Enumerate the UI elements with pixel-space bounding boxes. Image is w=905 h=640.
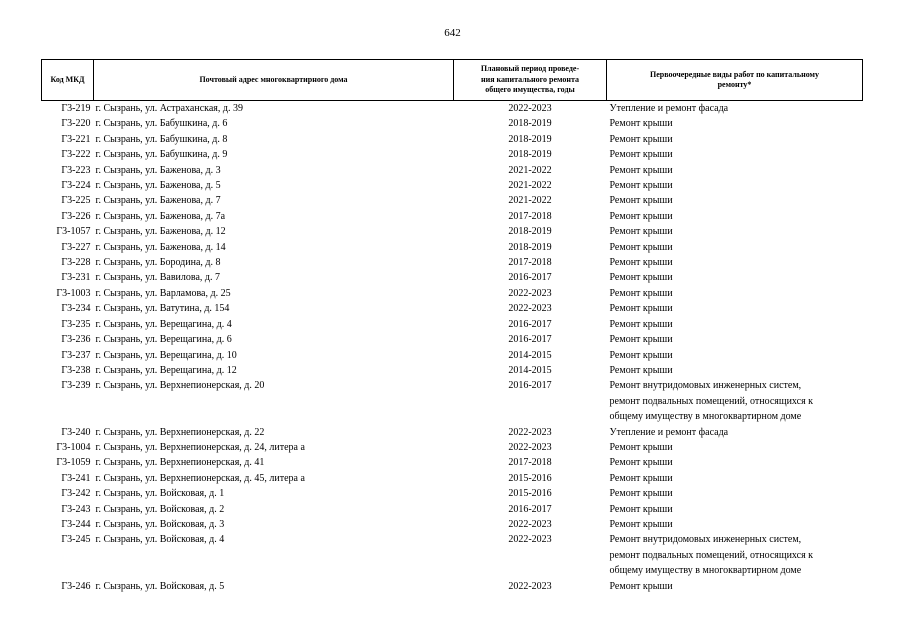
address-cell: г. Сызрань, ул. Верхнепионерская, д. 22: [95, 426, 265, 438]
table-row: [42, 532, 863, 578]
header-works-line: Первоочередные виды работ по капитальному: [649, 69, 819, 79]
works-cell: [607, 486, 863, 501]
address-cell: г. Сызрань, ул. Верещагина, д. 4: [95, 318, 232, 330]
housing-repair-table: [41, 59, 863, 594]
works-cell: [607, 193, 863, 208]
works-line: Утепление и ремонт фасада: [609, 103, 729, 114]
table-row: [42, 517, 863, 532]
works-cell: [607, 224, 863, 239]
table-row: [42, 270, 863, 285]
house-code-cell: Г3-1057: [56, 226, 91, 238]
works-line: Ремонт крыши: [609, 149, 673, 161]
works-cell: [607, 209, 863, 224]
header-code: Код МКД: [42, 60, 94, 101]
period-cell: 2018-2019: [508, 241, 552, 253]
house-code-cell: Г3-240: [61, 426, 91, 438]
works-line: ремонт подвальных помещений, относящихся к: [609, 549, 814, 561]
house-code-cell: Г3-246: [61, 580, 91, 592]
house-code-cell: Г3-244: [61, 518, 91, 530]
header-period-line: ния капитального ремонта: [481, 74, 579, 84]
works-cell: [607, 440, 863, 455]
house-code-cell: Г3-219: [61, 103, 91, 114]
period-cell: 2022-2023: [508, 426, 552, 438]
table-row: [42, 317, 863, 332]
period-cell: 2018-2019: [508, 149, 552, 161]
address-cell: г. Сызрань, ул. Варламова, д. 25: [95, 287, 231, 299]
address-cell: г. Сызрань, ул. Верещагина, д. 6: [95, 334, 232, 346]
period-cell: 2022-2023: [508, 518, 552, 530]
address-cell: г. Сызрань, ул. Баженова, д. 14: [95, 241, 226, 253]
address-cell: г. Сызрань, ул. Бабушкина, д. 8: [95, 133, 228, 145]
works-line: Ремонт крыши: [609, 580, 673, 592]
period-cell: 2015-2016: [508, 488, 552, 500]
header-works: [607, 60, 863, 101]
house-code-cell: Г3-238: [61, 364, 91, 376]
house-code-cell: Г3-223: [61, 164, 91, 176]
works-cell: [607, 455, 863, 470]
house-code-cell: Г3-1004: [56, 441, 91, 453]
works-line: Ремонт крыши: [609, 364, 673, 376]
address-cell: г. Сызрань, ул. Войсковая, д. 5: [95, 580, 225, 592]
period-cell: 2021-2022: [508, 195, 552, 207]
house-code-cell: Г3-221: [61, 133, 91, 145]
table-row: [42, 224, 863, 239]
house-code-cell: Г3-225: [61, 195, 91, 207]
house-code-cell: Г3-234: [61, 303, 91, 315]
table-row: [42, 440, 863, 455]
works-line: Ремонт крыши: [609, 318, 673, 330]
works-cell: [607, 116, 863, 131]
table-row: [42, 363, 863, 378]
works-cell: [607, 579, 863, 594]
period-cell: 2022-2023: [508, 580, 552, 592]
address-cell: г. Сызрань, ул. Верещагина, д. 12: [95, 364, 237, 376]
works-line: Ремонт крыши: [609, 457, 673, 469]
works-line: Ремонт крыши: [609, 180, 673, 192]
table-row: [42, 348, 863, 363]
table-body: [42, 101, 863, 595]
period-cell: 2016-2017: [508, 503, 552, 515]
period-cell: 2016-2017: [508, 272, 552, 284]
period-cell: 2014-2015: [508, 364, 552, 376]
table-row: [42, 116, 863, 131]
works-cell: [607, 517, 863, 532]
works-cell: [607, 101, 863, 117]
works-line: Ремонт крыши: [609, 488, 673, 500]
works-cell: [607, 240, 863, 255]
works-line: общему имуществу в многоквартирном доме: [609, 411, 802, 423]
table-row: [42, 286, 863, 301]
address-cell: г. Сызрань, ул. Войсковая, д. 1: [95, 488, 225, 500]
works-line: Ремонт крыши: [609, 257, 673, 269]
period-cell: 2018-2019: [508, 133, 552, 145]
address-cell: г. Сызрань, ул. Войсковая, д. 4: [95, 534, 225, 546]
works-line: Ремонт крыши: [609, 503, 673, 515]
works-cell: [607, 471, 863, 486]
house-code-cell: Г3-226: [61, 210, 91, 222]
house-code-cell: Г3-245: [61, 534, 91, 546]
address-cell: г. Сызрань, ул. Верхнепионерская, д. 20: [95, 380, 265, 392]
address-cell: г. Сызрань, ул. Баженова, д. 5: [95, 180, 221, 192]
period-cell: 2018-2019: [508, 226, 552, 238]
period-cell: 2016-2017: [508, 318, 552, 330]
period-cell: 2015-2016: [508, 472, 552, 484]
table-header: [42, 60, 863, 101]
address-cell: г. Сызрань, ул. Войсковая, д. 2: [95, 503, 225, 515]
house-code-cell: Г3-1059: [56, 457, 91, 469]
period-cell: 2021-2022: [508, 164, 552, 176]
works-line: Ремонт крыши: [609, 226, 673, 238]
house-code-cell: Г3-242: [61, 488, 91, 500]
table-row: [42, 301, 863, 316]
works-cell: [607, 286, 863, 301]
period-cell: 2022-2023: [508, 287, 552, 299]
table-row: [42, 132, 863, 147]
works-cell: [607, 270, 863, 285]
house-code-cell: Г3-237: [61, 349, 91, 361]
works-line: ремонт подвальных помещений, относящихся к: [609, 395, 814, 407]
address-cell: г. Сызрань, ул. Баженова, д. 7: [95, 195, 221, 207]
period-cell: 2016-2017: [508, 380, 552, 392]
works-line: Утепление и ремонт фасада: [609, 426, 729, 438]
header-period-line: Плановый период проведе-: [480, 64, 580, 74]
period-cell: 2016-2017: [508, 334, 552, 346]
works-line: Ремонт крыши: [609, 518, 673, 530]
house-code-cell: Г3-224: [61, 180, 91, 192]
works-line: Ремонт крыши: [609, 118, 673, 130]
address-cell: г. Сызрань, ул. Бородина, д. 8: [95, 257, 221, 269]
house-code-cell: Г3-1003: [56, 287, 91, 299]
period-cell: 2022-2023: [508, 103, 552, 114]
works-line: Ремонт крыши: [609, 164, 673, 176]
period-cell: 2017-2018: [508, 257, 552, 269]
period-cell: 2017-2018: [508, 210, 552, 222]
works-line: Ремонт крыши: [609, 241, 673, 253]
works-line: Ремонт крыши: [609, 287, 673, 299]
period-cell: 2021-2022: [508, 180, 552, 192]
table-row: [42, 502, 863, 517]
table-row: [42, 378, 863, 424]
table-row: [42, 147, 863, 162]
address-cell: г. Сызрань, ул. Бабушкина, д. 6: [95, 118, 228, 130]
period-cell: 2022-2023: [508, 534, 552, 546]
table-row: [42, 193, 863, 208]
period-cell: 2014-2015: [508, 349, 552, 361]
works-line: Ремонт крыши: [609, 349, 673, 361]
works-line: Ремонт крыши: [609, 441, 673, 453]
address-cell: г. Сызрань, ул. Баженова, д. 3: [95, 164, 221, 176]
period-cell: 2022-2023: [508, 441, 552, 453]
header-address: Почтовый адрес многоквартирного дома: [94, 60, 454, 101]
works-line: Ремонт крыши: [609, 210, 673, 222]
address-cell: г. Сызрань, ул. Вавилова, д. 7: [95, 272, 221, 284]
works-cell: [607, 132, 863, 147]
table-row: [42, 425, 863, 440]
table-row: [42, 486, 863, 501]
table-row: [42, 209, 863, 224]
works-cell: [607, 332, 863, 347]
period-cell: 2017-2018: [508, 457, 552, 469]
works-cell: [607, 301, 863, 316]
period-cell: 2022-2023: [508, 303, 552, 315]
period-cell: 2018-2019: [508, 118, 552, 130]
house-code-cell: Г3-243: [61, 503, 91, 515]
house-code-cell: Г3-239: [61, 380, 91, 392]
works-cell: [607, 147, 863, 162]
works-line: общему имуществу в многоквартирном доме: [609, 565, 802, 577]
header-period: [454, 60, 607, 101]
address-cell: г. Сызрань, ул. Войсковая, д. 3: [95, 518, 225, 530]
house-code-cell: Г3-236: [61, 334, 91, 346]
table-row: [42, 579, 863, 594]
table-row: [42, 101, 863, 117]
works-line: Ремонт крыши: [609, 472, 673, 484]
house-code-cell: Г3-227: [61, 241, 91, 253]
address-cell: г. Сызрань, ул. Верещагина, д. 10: [95, 349, 237, 361]
house-code-cell: Г3-241: [61, 472, 91, 484]
address-cell: г. Сызрань, ул. Верхнепионерская, д. 45, литера а: [95, 472, 305, 484]
works-cell: [607, 532, 863, 578]
header-works-line: ремонту*: [717, 80, 752, 89]
house-code-cell: Г3-220: [61, 118, 91, 130]
house-code-cell: Г3-231: [61, 272, 91, 284]
works-cell: [607, 348, 863, 363]
address-cell: г. Сызрань, ул. Астраханская, д. 39: [95, 103, 243, 114]
table-row: [42, 178, 863, 193]
house-code-cell: Г3-235: [61, 318, 91, 330]
works-cell: [607, 255, 863, 270]
table-row: [42, 240, 863, 255]
address-cell: г. Сызрань, ул. Ватутина, д. 154: [95, 303, 230, 315]
house-code-cell: Г3-222: [61, 149, 91, 161]
works-line: Ремонт внутридомовых инженерных систем,: [609, 534, 802, 546]
works-line: Ремонт крыши: [609, 334, 673, 346]
page-number: 642: [444, 27, 461, 39]
works-cell: [607, 378, 863, 424]
works-cell: [607, 502, 863, 517]
works-cell: [607, 363, 863, 378]
works-cell: [607, 163, 863, 178]
works-line: Ремонт крыши: [609, 195, 673, 207]
works-cell: [607, 178, 863, 193]
address-cell: г. Сызрань, ул. Верхнепионерская, д. 24, литера а: [95, 441, 305, 453]
table-row: [42, 332, 863, 347]
table-row: [42, 471, 863, 486]
works-line: Ремонт крыши: [609, 303, 673, 315]
works-cell: [607, 317, 863, 332]
works-line: Ремонт крыши: [609, 133, 673, 145]
table-row: [42, 455, 863, 470]
address-cell: г. Сызрань, ул. Верхнепионерская, д. 41: [95, 457, 265, 469]
house-code-cell: Г3-228: [61, 257, 91, 269]
address-cell: г. Сызрань, ул. Бабушкина, д. 9: [95, 149, 228, 161]
table-row: [42, 163, 863, 178]
works-cell: [607, 425, 863, 440]
address-cell: г. Сызрань, ул. Баженова, д. 7а: [95, 210, 226, 222]
works-line: Ремонт внутридомовых инженерных систем,: [609, 380, 802, 392]
works-line: Ремонт крыши: [609, 272, 673, 284]
address-cell: г. Сызрань, ул. Баженова, д. 12: [95, 226, 226, 238]
table-row: [42, 255, 863, 270]
header-period-line: общего имущества, годы: [485, 85, 575, 95]
